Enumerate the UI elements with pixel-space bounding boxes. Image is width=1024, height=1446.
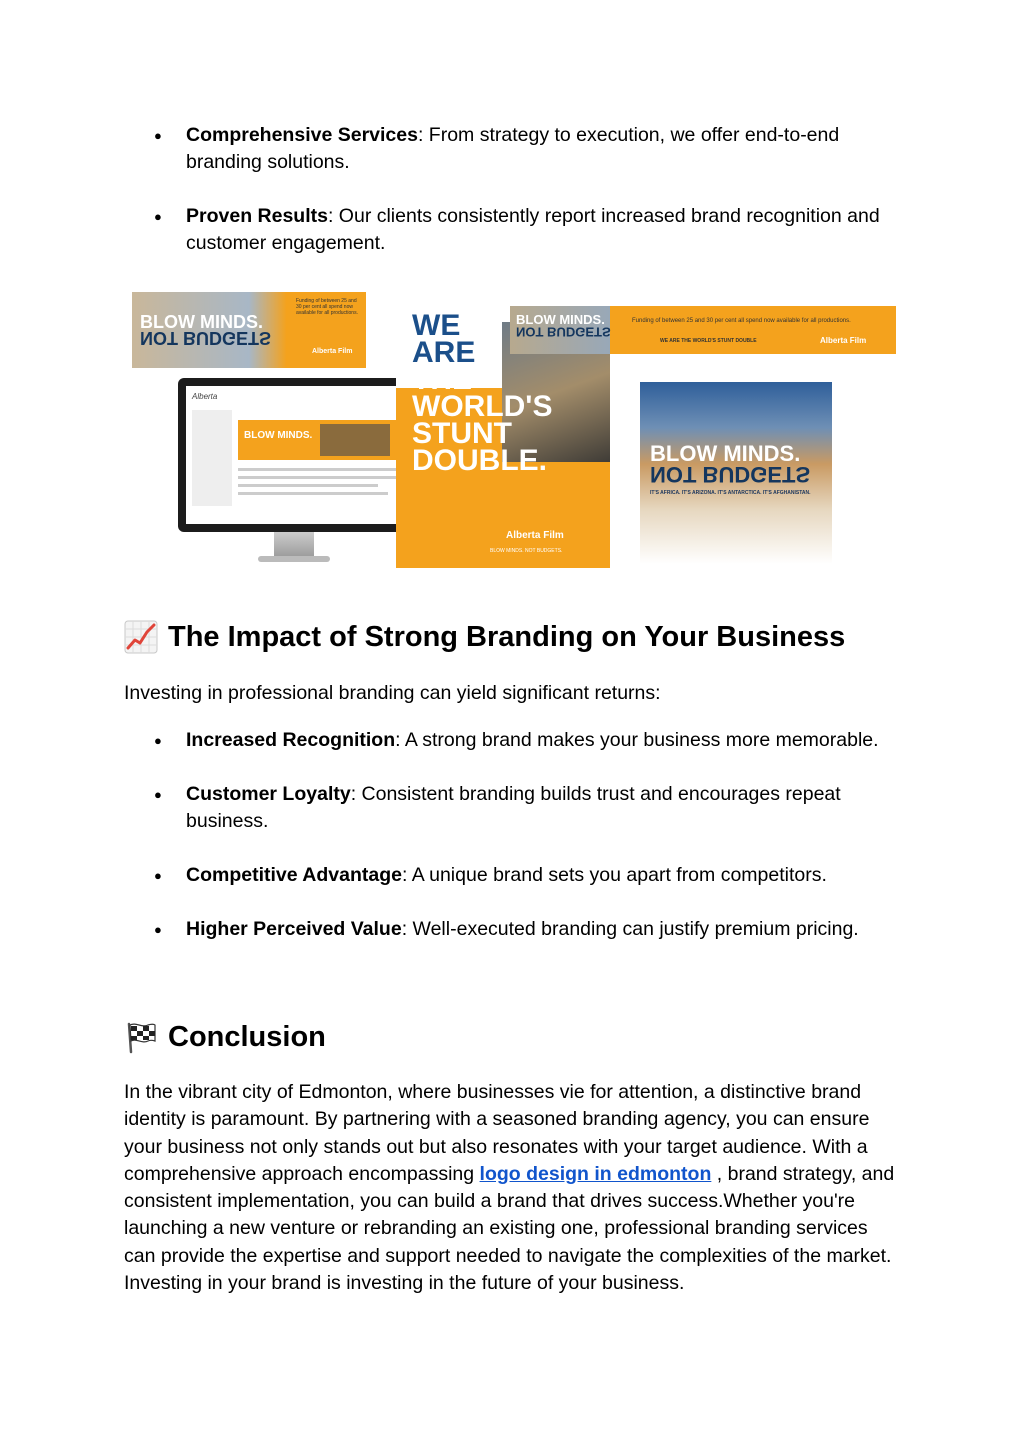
list-item: ● Higher Perceived Value: Well-executed branding can justify premium pricing. bbox=[124, 916, 914, 943]
banner-right-text: Funding of between 25 and 30 per cent all spend now available for all productions. bbox=[632, 318, 851, 324]
poster-logo: Alberta Film bbox=[506, 530, 564, 541]
list-item: ● Customer Loyalty: Consistent branding builds trust and encourages repeat business. bbox=[124, 781, 914, 835]
banner-right-logo: Alberta Film bbox=[820, 336, 867, 345]
list-item: ● Competitive Advantage: A unique brand sets you apart from competitors. bbox=[124, 862, 914, 889]
logo-design-link[interactable]: logo design in edmonton bbox=[479, 1162, 712, 1185]
banner-left-logo: Alberta Film bbox=[312, 348, 353, 355]
top-bullet-list bbox=[124, 122, 914, 284]
banner-left-headline: BLOW MINDS. bbox=[140, 312, 263, 332]
chart-increasing-icon bbox=[124, 620, 158, 654]
monitor-banner-headline: BLOW MINDS. bbox=[244, 430, 313, 441]
conclusion-paragraph: In the vibrant city of Edmonton, where businesses vie for attention, a distinctive brand identity is paramount. By partnering with a seasoned branding agency, you can ensure your business not only stands out but also resonates with your target audience. With a comprehensive approach encompassing logo design in edmonton , brand strategy, and consistent implementation, you can build a brand that drives success.Whether you're launching a new venture or rebranding an existing one, professional branding services can provide the expertise and support needed to navigate the complexities of the market. Investing in your brand is investing in the future of your business. bbox=[124, 1081, 895, 1295]
list-item: ● Increased Recognition: A strong brand makes your business more memorable. bbox=[124, 727, 914, 754]
poster-stunt-double: WE ARE THE WORLD'S STUNT DOUBLE. Alberta Film BLOW MINDS. NOT BUDGETS. bbox=[396, 292, 610, 568]
branding-collage-image bbox=[128, 290, 900, 572]
impact-bullet-list bbox=[124, 727, 914, 970]
banner-left-sub: NOT BUDGETS bbox=[140, 328, 272, 349]
ad-blow-minds: BLOW MINDS. NOT BUDGETS IT'S AFRICA. IT'S ARIZONA. IT'S ANTARCTICA. IT'S AFGHANISTAN. bbox=[640, 382, 832, 564]
banner-left-side-text: Funding of between 25 and 30 per cent all spend now available for all productions. bbox=[296, 298, 358, 316]
page-title: The Impact of Strong Branding on Your Business bbox=[168, 620, 846, 653]
monitor-mockup bbox=[178, 378, 410, 572]
banner-left bbox=[132, 292, 366, 368]
ad-right-text: IT'S AFRICA. IT'S ARIZONA. IT'S ANTARCTICA. IT'S AFGHANISTAN. bbox=[650, 490, 811, 496]
list-item: ● Proven Results: Our clients consistently report increased brand recognition and customer engagement. bbox=[124, 203, 914, 257]
section-heading-impact bbox=[124, 620, 845, 654]
banner-right: BLOW MINDS. NOT BUDGETS Funding of between 25 and 30 per cent all spend now available for all productions. WE ARE THE WORLD'S STUNT DOUBLE Alberta Film bbox=[510, 306, 896, 354]
banner-right-footer: WE ARE THE WORLD'S STUNT DOUBLE bbox=[660, 338, 757, 344]
checkered-flag-icon bbox=[124, 1020, 158, 1054]
list-item: ● Comprehensive Services: From strategy to execution, we offer end-to-end branding solutions. bbox=[124, 122, 914, 176]
poster-tagline: BLOW MINDS. NOT BUDGETS. bbox=[490, 548, 563, 554]
section-title: Conclusion bbox=[168, 1020, 326, 1053]
impact-intro: Investing in professional branding can yield significant returns: bbox=[124, 682, 661, 704]
section-heading-conclusion bbox=[124, 1020, 326, 1054]
monitor-site-logo: Alberta bbox=[192, 392, 218, 401]
